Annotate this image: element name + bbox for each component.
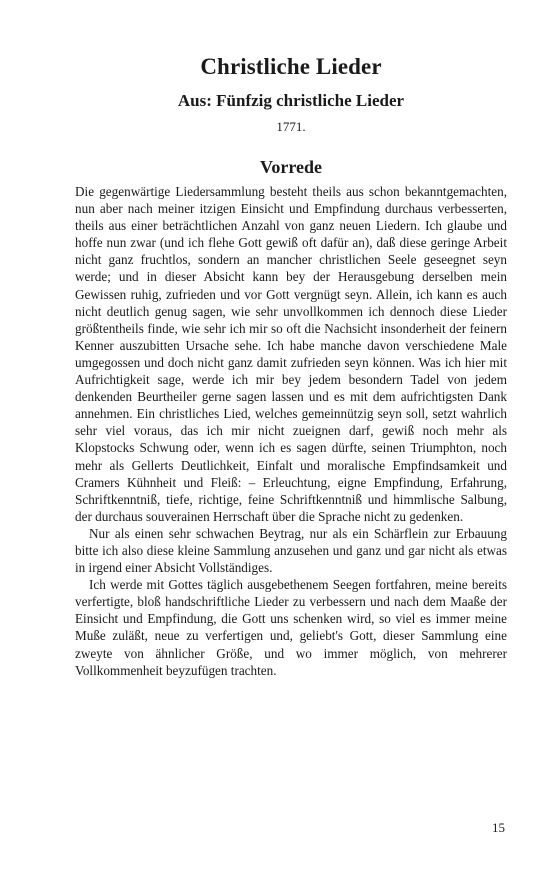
page-subtitle: Aus: Fünfzig christliche Lieder [177, 91, 405, 110]
paragraph-3: Ich werde mit Gottes täglich ausgebethenem Seegen fortfahren, meine bereits verfertigte, bloß handschriftliche Lieder zu verbessern und nach dem Maaße der Einsicht und Empfindung, die Gott uns schenken wird, so viel es immer meine Muße zuläßt, neue zu verfertigen und, geliebt's Gott, dieser Sammlung eine zweyte von ähnlicher Größe, und wo immer möglich, von mehrerer Vollkommenheit beyzufügen trachten. [75, 577, 507, 678]
body-text [75, 183, 507, 679]
paragraph-1: Die gegenwärtige Liedersammlung besteht theils aus schon bekanntgemachten, nun aber nach meiner itzigen Einsicht und Empfindung durchaus verbesserten, theils aus einer beträchtlichen Anzahl von ganz neuen Liedern. Ich glaube und hoffe nun zwar (und ich flehe Gott gewiß oft dafür an), daß diese geringe Arbeit nicht ganz fruchtlos, sondern an mancher christlichen Seele geseegnet seyn werde; und in dieser Absicht kann bey der Herausgebung derselben mein Gewissen ruhig, zufrieden und vor Gott vergnügt seyn. Allein, ich kann es auch nicht deutlich genug sagen, wie sehr unvollkommen ich dennoch diese Lieder größtentheils finde, wie sehr ich mir so oft die Nachsicht insonderheit der feinern Kenner auszubitten Ursache sehe. Ich habe manche davon verschiedene Male umgegossen und doch nicht ganz damit zufrieden seyn können. Was ich hier mit Aufrichtigkeit sage, werde ich mir bey jedem besondern Tadel von jedem denkenden Beurtheiler gerne sagen lassen und es mit dem aufrichtigsten Dank annehmen. Ein christliches Lied, welches gemeinnützig seyn soll, setzt wahrlich sehr viel voraus, das ich mir nicht zueignen darf, gewiß noch mehr als Klopstocks Schwung oder, wenn ich es sagen dürfte, seinen Triumphton, noch mehr als Gellerts Deutlichkeit, Einfalt und moralische Empfindsamkeit und Cramers Kühnheit und Fleiß: – Erleuchtung, eigne Empfindung, Erfahrung, Schriftkenntniß, tiefe, richtige, feine Schriftkenntniß und himmlische Salbung, der durchaus souverainen Herrschaft über die Sprache nicht zu gedenken. [75, 184, 507, 524]
publication-year: 1771. [276, 119, 306, 134]
page-number: 15 [492, 820, 505, 835]
page-title: Christliche Lieder [200, 54, 382, 79]
paragraph-2: Nur als einen sehr schwachen Beytrag, nur als ein Schärflein zur Erbauung bitte ich also diese kleine Sammlung anzusehen und ganz und gar nicht als etwas in irgend einer Absicht Vollständiges. [75, 525, 507, 576]
section-heading: Vorrede [260, 157, 322, 177]
